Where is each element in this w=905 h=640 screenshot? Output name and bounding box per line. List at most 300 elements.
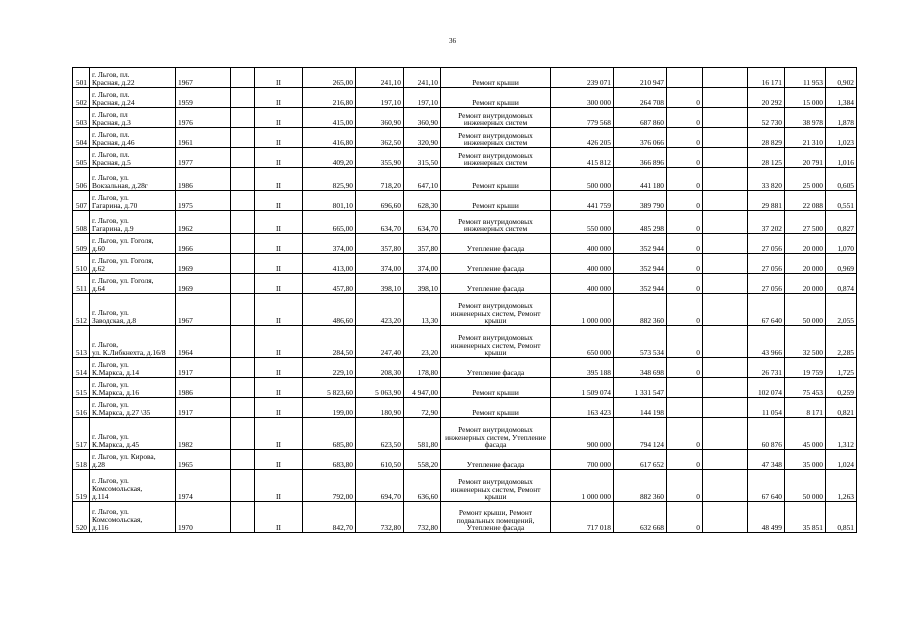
address-line: д.28 [92,459,105,469]
table-row [73,88,857,108]
total-cost-cell: 779 568 [551,108,614,128]
living-area-cell: 610,50 [356,450,404,470]
group-cell: II [255,234,303,254]
row-number-cell: 520 [73,502,90,533]
budget-cost-cell [667,398,703,418]
specific-cost-cell: 1,312 [826,418,857,450]
row-number-cell: 502 [73,88,90,108]
total-area-cell: 5 823,60 [303,378,356,398]
row-number-cell: 513 [73,326,90,358]
total-cost-cell: 300 000 [551,88,614,108]
table-row [73,148,857,168]
group-cell: II [255,378,303,398]
address-cell [90,502,176,533]
empty-cell [231,294,255,326]
work-type-line: Ремонт внутридомовых [458,333,533,343]
address-line: г. Льгов, ул. [92,379,129,389]
total-cost-cell: 415 812 [551,148,614,168]
work-type-cell [441,358,551,378]
table-row [73,128,857,148]
fund-cost-cell: 1 331 547 [614,378,667,398]
municipal-cost-cell: 27 056 [748,254,785,274]
fund-cost-cell: 352 944 [614,254,667,274]
total-area-cell: 415,00 [303,108,356,128]
total-area-cell: 265,00 [303,68,356,88]
work-type-line: инженерных систем [463,224,528,234]
row-number-cell: 517 [73,418,90,450]
living-area-cell: 423,20 [356,294,404,326]
total-cost-cell: 163 423 [551,398,614,418]
address-line: г. Льгов, ул. Гоголя, [92,275,154,285]
work-type-line: Утепление фасада [466,368,525,378]
work-type-cell [441,148,551,168]
fund-cost-cell: 882 360 [614,470,667,502]
table-row [73,274,857,294]
specific-cost-cell: 1,070 [826,234,857,254]
living-area-cell: 634,70 [356,211,404,234]
empty-cell [231,168,255,191]
fund-cost-cell: 376 066 [614,128,667,148]
residential-area-cell: 647,10 [404,168,441,191]
year-cell: 1969 [176,274,231,294]
residential-area-cell: 360,90 [404,108,441,128]
row-number-cell: 501 [73,68,90,88]
total-cost-cell: 500 000 [551,168,614,191]
budget-cost-cell [667,378,703,398]
group-cell: II [255,470,303,502]
address-line: г. Льгов, ул. Гоголя, [92,255,154,265]
empty-cell [231,450,255,470]
budget-cost-cell: 0 [667,470,703,502]
specific-cost-cell: 1,878 [826,108,857,128]
total-area-cell: 842,70 [303,502,356,533]
fund-cost-cell: 485 298 [614,211,667,234]
empty-cell [231,274,255,294]
row-number-cell: 514 [73,358,90,378]
work-type-cell [441,398,551,418]
repair-register-table [72,67,857,533]
address-line: д.116 [92,522,109,532]
empty-cell [231,358,255,378]
owners-cost-cell: 19 759 [785,358,826,378]
total-cost-cell: 426 205 [551,128,614,148]
address-cell [90,148,176,168]
municipal-cost-cell: 67 640 [748,470,785,502]
work-type-line: Утепление фасада [466,523,525,533]
budget-cost-cell: 0 [667,502,703,533]
residential-area-cell: 241,10 [404,68,441,88]
address-line: д.64 [92,283,105,293]
residential-area-cell: 72,90 [404,398,441,418]
owners-cost-cell: 20 791 [785,148,826,168]
address-line: д.60 [92,243,105,253]
total-area-cell: 216,80 [303,88,356,108]
empty-cell [703,148,748,168]
row-number-cell: 503 [73,108,90,128]
address-cell [90,418,176,450]
row-number-cell: 519 [73,470,90,502]
address-line: Гагарина, д.9 [92,223,134,233]
specific-cost-cell: 2,285 [826,326,857,358]
work-type-cell [441,168,551,191]
work-type-line: Ремонт крыши [472,388,519,398]
group-cell: II [255,88,303,108]
table-row [73,358,857,378]
empty-cell [703,168,748,191]
municipal-cost-cell: 37 202 [748,211,785,234]
year-cell: 1961 [176,128,231,148]
empty-cell [231,378,255,398]
table-row [73,326,857,358]
work-type-cell [441,128,551,148]
address-line: Красная, д.3 [92,117,131,127]
residential-area-cell: 357,80 [404,234,441,254]
address-cell [90,470,176,502]
address-cell [90,326,176,358]
year-cell: 1967 [176,68,231,88]
address-line: д.62 [92,263,105,273]
address-line: Вокзальная, д.28г [92,180,148,190]
row-number-cell: 512 [73,294,90,326]
empty-cell [703,88,748,108]
owners-cost-cell: 25 000 [785,168,826,191]
empty-cell [231,418,255,450]
work-type-cell [441,470,551,502]
work-type-line: инженерных систем, Ремонт [450,484,541,494]
municipal-cost-cell: 27 056 [748,234,785,254]
address-cell [90,88,176,108]
address-line: Комсомольская, [92,483,143,493]
table-row [73,450,857,470]
group-cell: II [255,294,303,326]
total-area-cell: 409,20 [303,148,356,168]
empty-cell [703,294,748,326]
specific-cost-cell: 1,263 [826,470,857,502]
total-cost-cell: 400 000 [551,274,614,294]
fund-cost-cell: 573 534 [614,326,667,358]
empty-cell [231,148,255,168]
budget-cost-cell: 0 [667,211,703,234]
row-number-cell: 508 [73,211,90,234]
total-area-cell: 284,50 [303,326,356,358]
owners-cost-cell: 50 000 [785,470,826,502]
group-cell: II [255,358,303,378]
fund-cost-cell: 389 790 [614,191,667,211]
table-row [73,168,857,191]
owners-cost-cell: 35 000 [785,450,826,470]
table-row [73,502,857,533]
address-line: Комсомольская, [92,514,143,524]
work-type-line: подвальных помещений, [456,515,535,525]
address-cell [90,168,176,191]
work-type-line: Ремонт крыши [472,78,519,88]
total-area-cell: 486,60 [303,294,356,326]
empty-cell [703,254,748,274]
table-row [73,470,857,502]
total-area-cell: 665,00 [303,211,356,234]
specific-cost-cell: 0,259 [826,378,857,398]
total-cost-cell: 717 018 [551,502,614,533]
year-cell: 1982 [176,418,231,450]
budget-cost-cell: 0 [667,168,703,191]
municipal-cost-cell: 26 731 [748,358,785,378]
fund-cost-cell: 441 180 [614,168,667,191]
table-row [73,211,857,234]
address-line: г. Льгов, ул. [92,475,129,485]
work-type-line: инженерных систем, Ремонт [450,340,541,350]
year-cell: 1959 [176,88,231,108]
year-cell: 1964 [176,326,231,358]
work-type-cell [441,88,551,108]
year-cell: 1974 [176,470,231,502]
year-cell: 1965 [176,450,231,470]
residential-area-cell: 315,50 [404,148,441,168]
budget-cost-cell: 0 [667,128,703,148]
address-line: г. Льгов, ул. [92,399,129,409]
total-area-cell: 199,00 [303,398,356,418]
work-type-cell [441,254,551,274]
empty-cell [231,254,255,274]
row-number-cell: 510 [73,254,90,274]
residential-area-cell: 197,10 [404,88,441,108]
specific-cost-cell: 0,827 [826,211,857,234]
address-line: г. Льгов, [92,339,119,349]
work-type-line: Ремонт внутридомовых [458,130,533,140]
total-area-cell: 229,10 [303,358,356,378]
municipal-cost-cell: 102 074 [748,378,785,398]
living-area-cell: 732,80 [356,502,404,533]
specific-cost-cell: 1,725 [826,358,857,378]
budget-cost-cell: 0 [667,108,703,128]
municipal-cost-cell: 60 876 [748,418,785,450]
empty-cell [703,470,748,502]
work-type-line: инженерных систем [463,138,528,148]
table-row [73,108,857,128]
work-type-line: инженерных систем [463,158,528,168]
total-cost-cell: 400 000 [551,254,614,274]
fund-cost-cell: 144 198 [614,398,667,418]
living-area-cell: 362,50 [356,128,404,148]
address-line: Красная, д.22 [92,77,135,87]
group-cell: II [255,148,303,168]
address-cell [90,191,176,211]
total-area-cell: 801,10 [303,191,356,211]
group-cell: II [255,398,303,418]
total-cost-cell: 400 000 [551,234,614,254]
address-line: д.114 [92,491,109,501]
work-type-line: Ремонт крыши, Ремонт [458,508,533,518]
work-type-line: Утепление фасада [466,460,525,470]
total-cost-cell: 1 000 000 [551,294,614,326]
year-cell: 1970 [176,502,231,533]
living-area-cell: 241,10 [356,68,404,88]
address-line: К.Маркса, д.27 \35 [92,407,151,417]
residential-area-cell: 634,70 [404,211,441,234]
empty-cell [703,274,748,294]
group-cell: II [255,502,303,533]
living-area-cell: 180,90 [356,398,404,418]
specific-cost-cell: 1,016 [826,148,857,168]
row-number-cell: 507 [73,191,90,211]
living-area-cell: 694,70 [356,470,404,502]
address-line: г. Льгов, ул. [92,359,129,369]
address-line: г. Льгов, пл. [92,89,130,99]
address-line: г. Льгов, ул. [92,215,129,225]
specific-cost-cell: 0,874 [826,274,857,294]
group-cell: II [255,191,303,211]
empty-cell [703,326,748,358]
municipal-cost-cell: 43 966 [748,326,785,358]
budget-cost-cell: 0 [667,294,703,326]
year-cell: 1967 [176,294,231,326]
owners-cost-cell: 32 500 [785,326,826,358]
fund-cost-cell: 366 896 [614,148,667,168]
empty-cell [231,211,255,234]
total-cost-cell: 1 509 074 [551,378,614,398]
total-area-cell: 825,90 [303,168,356,191]
living-area-cell: 355,90 [356,148,404,168]
fund-cost-cell: 348 698 [614,358,667,378]
budget-cost-cell: 0 [667,254,703,274]
group-cell: II [255,211,303,234]
group-cell: II [255,168,303,191]
table-row [73,294,857,326]
living-area-cell: 247,40 [356,326,404,358]
address-cell [90,274,176,294]
work-type-line: Ремонт внутридомовых [458,110,533,120]
total-cost-cell: 700 000 [551,450,614,470]
work-type-line: инженерных систем [463,118,528,128]
specific-cost-cell: 0,821 [826,398,857,418]
living-area-cell: 718,20 [356,168,404,191]
empty-cell [231,191,255,211]
year-cell: 1986 [176,378,231,398]
address-cell [90,211,176,234]
empty-cell [703,191,748,211]
row-number-cell: 516 [73,398,90,418]
empty-cell [231,128,255,148]
table-row [73,398,857,418]
living-area-cell: 5 063,90 [356,378,404,398]
address-line: К.Маркса, д.14 [92,367,140,377]
table-body [73,68,857,533]
empty-cell [703,211,748,234]
empty-cell [231,502,255,533]
total-cost-cell: 650 000 [551,326,614,358]
specific-cost-cell: 0,551 [826,191,857,211]
work-type-line: инженерных систем, Утепление [445,432,546,442]
row-number-cell: 505 [73,148,90,168]
budget-cost-cell: 0 [667,450,703,470]
address-line: Красная, д.46 [92,137,135,147]
address-line: К.Маркса, д.16 [92,387,140,397]
empty-cell [231,398,255,418]
work-type-line: Ремонт крыши [472,181,519,191]
living-area-cell: 208,30 [356,358,404,378]
empty-cell [231,68,255,88]
living-area-cell: 357,80 [356,234,404,254]
total-cost-cell: 1 000 000 [551,470,614,502]
address-cell [90,68,176,88]
year-cell: 1975 [176,191,231,211]
residential-area-cell: 558,20 [404,450,441,470]
work-type-cell [441,450,551,470]
total-cost-cell: 239 071 [551,68,614,88]
budget-cost-cell: 0 [667,326,703,358]
table-row [73,191,857,211]
row-number-cell: 515 [73,378,90,398]
fund-cost-cell: 882 360 [614,294,667,326]
residential-area-cell: 374,00 [404,254,441,274]
empty-cell [231,470,255,502]
work-type-line: Ремонт крыши [472,408,519,418]
group-cell: II [255,450,303,470]
address-line: Гагарина, д.70 [92,200,138,210]
living-area-cell: 398,10 [356,274,404,294]
work-type-line: крыши [484,348,507,358]
row-number-cell: 511 [73,274,90,294]
budget-cost-cell: 0 [667,358,703,378]
owners-cost-cell: 20 000 [785,234,826,254]
municipal-cost-cell: 20 292 [748,88,785,108]
owners-cost-cell: 15 000 [785,88,826,108]
living-area-cell: 374,00 [356,254,404,274]
group-cell: II [255,108,303,128]
work-type-cell [441,68,551,88]
work-type-cell [441,418,551,450]
address-line: г. Льгов, ул. Кирова, [92,451,156,461]
total-cost-cell: 550 000 [551,211,614,234]
residential-area-cell: 178,80 [404,358,441,378]
residential-area-cell: 628,30 [404,191,441,211]
table-row [73,378,857,398]
work-type-line: Ремонт внутридомовых [458,150,533,160]
empty-cell [703,358,748,378]
page-number: 36 [449,37,456,45]
total-cost-cell: 441 759 [551,191,614,211]
living-area-cell: 197,10 [356,88,404,108]
row-number-cell: 504 [73,128,90,148]
work-type-line: фасада [484,440,507,450]
work-type-cell [441,378,551,398]
budget-cost-cell: 0 [667,234,703,254]
empty-cell [703,502,748,533]
work-type-line: Ремонт внутридомовых [458,477,533,487]
address-line: г. Льгов, ул. [92,506,129,516]
year-cell: 1977 [176,148,231,168]
empty-cell [703,418,748,450]
year-cell: 1976 [176,108,231,128]
address-line: г. Льгов, пл. [92,129,130,139]
fund-cost-cell: 617 652 [614,450,667,470]
work-type-cell [441,326,551,358]
address-cell [90,450,176,470]
residential-area-cell: 320,90 [404,128,441,148]
total-area-cell: 683,80 [303,450,356,470]
budget-cost-cell [667,68,703,88]
year-cell: 1917 [176,398,231,418]
fund-cost-cell: 264 708 [614,88,667,108]
living-area-cell: 623,50 [356,418,404,450]
address-line: г. Льгов, ул. Гоголя, [92,235,154,245]
specific-cost-cell: 0,605 [826,168,857,191]
municipal-cost-cell: 16 171 [748,68,785,88]
residential-area-cell: 4 947,00 [404,378,441,398]
total-cost-cell: 900 000 [551,418,614,450]
empty-cell [231,326,255,358]
municipal-cost-cell: 27 056 [748,274,785,294]
fund-cost-cell: 687 860 [614,108,667,128]
